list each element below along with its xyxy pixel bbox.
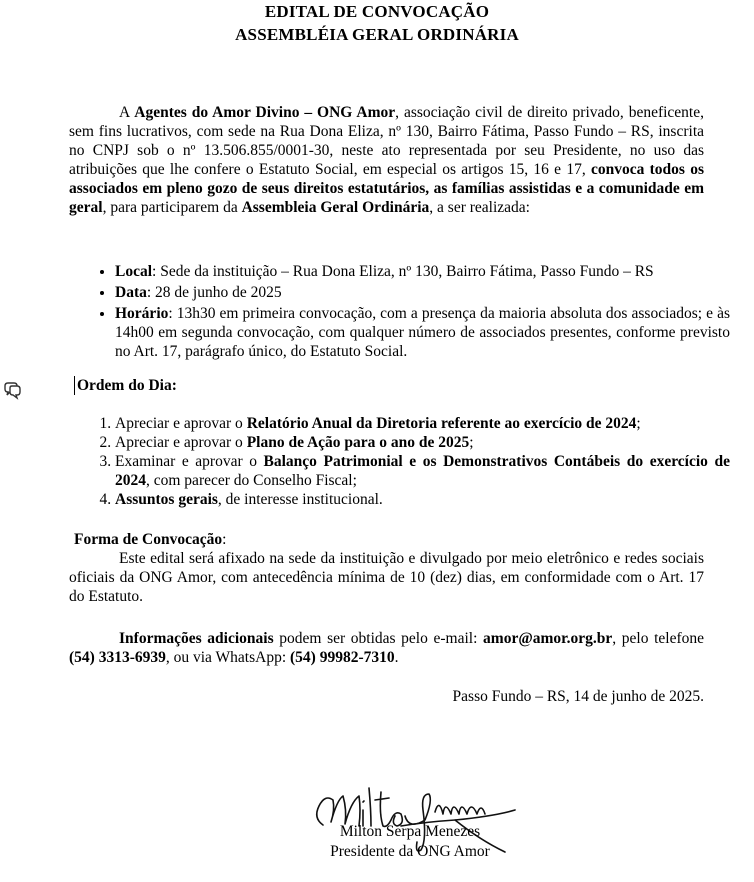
- agenda-text: , com parecer do Conselho Fiscal;: [146, 472, 357, 489]
- detail-item-time: [115, 304, 730, 361]
- contact-text: , ou via WhatsApp:: [165, 649, 291, 666]
- org-name: Agentes do Amor Divino – ONG Amor: [134, 104, 396, 121]
- contact-email: amor@amor.org.br: [483, 630, 613, 647]
- detail-value: : Sede da instituição – Rua Dona Eliza, nº 130, Bairro Fátima, Passo Fundo – RS: [152, 263, 654, 280]
- agenda-text: Apreciar e aprovar o: [115, 415, 247, 432]
- convocation-form-colon: :: [222, 531, 227, 548]
- agenda-heading: Ordem do Dia:: [74, 376, 177, 395]
- agenda-item: [115, 414, 730, 433]
- intro-text: , a ser realizada:: [429, 199, 530, 216]
- agenda-text: ;: [469, 434, 474, 451]
- agenda-text: ;: [636, 415, 641, 432]
- agenda-list: [89, 414, 730, 509]
- document-subtitle: ASSEMBLÉIA GERAL ORDINÁRIA: [235, 25, 519, 44]
- agenda-bold: Assuntos gerais: [115, 491, 218, 508]
- contact-whatsapp: (54) 99982-7310: [290, 649, 395, 666]
- contact-text: .: [394, 649, 399, 666]
- contact-label: Informações adicionais: [119, 630, 274, 647]
- convocation-form-label: Forma de Convocação: [74, 531, 223, 548]
- agenda-bold: Plano de Ação para o ano de 2025: [246, 434, 470, 451]
- contact-phone: (54) 3313-6939: [69, 649, 166, 666]
- convocation-statement: convoca todos os associados em pleno gozo de seus direitos estatutários, as famílias assistidas e a comunidade em geral: [69, 161, 704, 216]
- date-line: Passo Fundo – RS, 14 de junho de 2025.: [452, 688, 704, 705]
- intro-text: A: [119, 104, 135, 121]
- contact-paragraph: [69, 629, 704, 667]
- intro-paragraph: [69, 103, 704, 217]
- assembly-name: Assembleia Geral Ordinária: [241, 199, 430, 216]
- comment-bubbles-icon: [2, 380, 22, 400]
- convocation-form-paragraph: Este edital será afixado na sede da instituição e divulgado por meio eletrônico e redes sociais oficiais da ONG Amor, com antecedência mínima de 10 (dez) dias, em conformidade com o Art. 17 do Estatuto.: [69, 550, 704, 605]
- detail-value: : 13h30 em primeira convocação, com a presença da maioria absoluta dos associados; e às 14h00 em segunda convocação, com qualquer número de associados presentes, conforme previsto no Art. 17, parágrafo único, do Estatuto Social.: [115, 305, 730, 360]
- agenda-text: Apreciar e aprovar o: [115, 434, 247, 451]
- detail-label: Local: [115, 263, 153, 280]
- agenda-item: [115, 490, 730, 509]
- detail-item-local: [115, 262, 730, 281]
- contact-text: podem ser obtidas pelo e-mail:: [273, 630, 484, 647]
- margin-comment-icon[interactable]: [2, 380, 22, 400]
- signer-name: Milton Serpa Menezes: [339, 823, 481, 840]
- meeting-details-list: [89, 262, 730, 363]
- detail-item-date: [115, 283, 730, 302]
- document-title: EDITAL DE CONVOCAÇÃO: [264, 2, 490, 21]
- detail-label: Horário: [115, 305, 169, 322]
- signer-role: Presidente da ONG Amor: [330, 843, 490, 860]
- intro-text: , associação civil de direito privado, beneficente, sem fins lucrativos, com sede na Rua Dona Eliza, nº 130, Bairro Fátima, Passo Fundo – RS, inscrita no CNPJ sob o nº 13.506.855/0001-30, neste ato representada por seu Presidente, no uso das atribuições que lhe confere o Estatuto Social, em especial os artigos 15, 16 e 17,: [69, 104, 704, 178]
- agenda-text: Examinar e aprovar o: [115, 453, 264, 470]
- agenda-bold: Relatório Anual da Diretoria referente ao exercício de 2024: [246, 415, 637, 432]
- convocation-form-heading: [74, 530, 226, 549]
- contact-text: , pelo telefone: [612, 630, 704, 647]
- agenda-item: [115, 452, 730, 490]
- agenda-item: [115, 433, 730, 452]
- agenda-text: , de interesse institucional.: [217, 491, 383, 508]
- agenda-bold: Balanço Patrimonial e os Demonstrativos Contábeis do exercício de 2024: [115, 453, 730, 489]
- intro-text: , para participarem da: [102, 199, 242, 216]
- detail-label: Data: [115, 284, 147, 301]
- detail-value: : 28 de junho de 2025: [146, 284, 282, 301]
